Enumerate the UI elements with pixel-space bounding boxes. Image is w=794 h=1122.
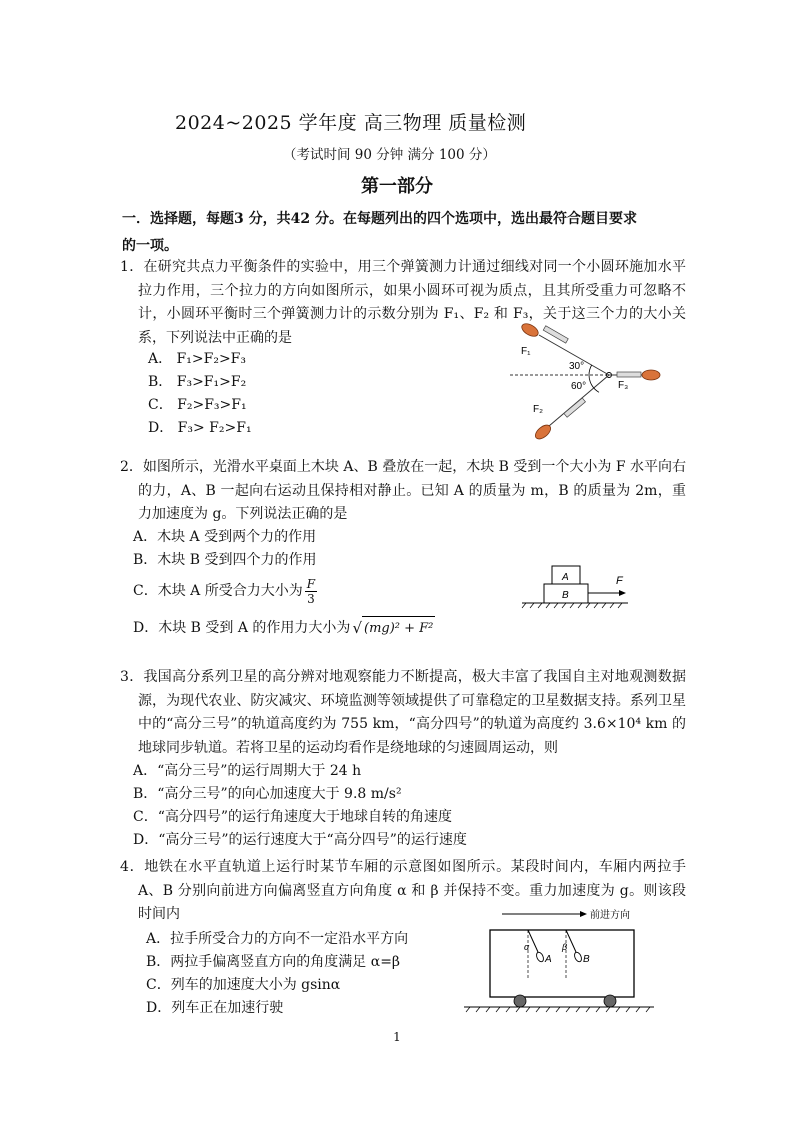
q4-option-a: A．拉手所受合力的方向不一定沿水平方向 (146, 931, 409, 947)
sqrt-radicand: (mg)² + F² (362, 616, 435, 640)
question-3-stem: 3．我国高分系列卫星的高分辨对地观察能力不断提高，极大丰富了我国自主对地观测数据源，为现代农业、防灾减灾、环境监测等领域提供了可靠稳定的卫星数据支持。系列卫星中的“高分三号”的轨道高度约为 755 km，“高分四号”的轨道为高度约 3.6×10⁴ km 的地球同步轨道。若将卫星的运动均看作是绕地球的匀速圆周运动，则 (120, 669, 686, 756)
block-b-label: B (562, 590, 569, 601)
direction-label: 前进方向 (590, 910, 630, 921)
force-f-label: F (616, 575, 623, 587)
q2-block-diagram (518, 560, 633, 612)
force-arrow-icon (619, 590, 626, 596)
q3-option-b: B．“高分三号”的向心加速度大于 9.8 m/s² (133, 786, 402, 802)
q2-fraction (305, 577, 317, 606)
train-carriage (490, 930, 634, 997)
question-4-options (146, 928, 408, 1020)
f1-label: F₁ (521, 346, 531, 357)
question-2-options (133, 526, 435, 640)
beta-label: β (562, 942, 568, 952)
hand-f3-icon (642, 370, 660, 380)
section-heading (122, 206, 682, 260)
angle-30-label: 30° (569, 361, 585, 372)
q2-option-a: A．木块 A 受到两个力的作用 (133, 529, 317, 545)
question-1-options (148, 348, 252, 440)
q1-option-c: C． F₂>F₃>F₁ (148, 397, 247, 413)
q2-option-b: B．木块 B 受到四个力的作用 (133, 552, 317, 568)
q4-option-b: B．两拉手偏离竖直方向的角度满足 α=β (146, 954, 401, 970)
question-4-stem: 4．地铁在水平直轨道上运行时某节车厢的示意图如图所示。某段时间内，车厢内两拉手 A、B 分别向前进方向偏离竖直方向角度 α 和 β 并保持不变。重力加速度为 g。则该段时间内 (120, 859, 686, 922)
handle-a-label: A (545, 954, 552, 965)
fraction-numerator: F (306, 576, 316, 591)
hand-f1-icon (520, 321, 541, 339)
q4-option-d: D．列车正在加速行驶 (146, 1000, 284, 1016)
q2-option-c (133, 572, 435, 610)
fraction-denominator: 3 (307, 591, 315, 606)
section-heading-line1: 一．选择题，每题3 分，共42 分。在每题列出的四个选项中，选出最符合题目要求 (122, 211, 637, 227)
q4-option-c: C．列车的加速度大小为 gsinα (146, 977, 341, 993)
q3-option-d: D．“高分三号”的运行速度大于“高分四号”的运行速度 (133, 832, 467, 848)
q2-option-d (133, 616, 435, 640)
q3-option-a: A．“高分三号”的运行周期大于 24 h (133, 763, 362, 779)
exam-title: 2024~2025 学年度 高三物理 质量检测 (175, 112, 527, 134)
wheel-right-icon (604, 995, 616, 1007)
page-number: 1 (393, 1030, 401, 1044)
q1-option-d: D． F₃> F₂>F₁ (148, 420, 252, 436)
direction-arrow-icon (580, 911, 587, 917)
question-3 (120, 666, 686, 760)
handle-b-label: B (583, 954, 590, 965)
q4-train-diagram (462, 906, 658, 1018)
sqrt-sign: √ (352, 618, 362, 637)
question-3-options (133, 760, 467, 852)
q1-option-a: A． F₁>F₂>F₃ (148, 351, 246, 367)
part-title: 第一部分 (361, 176, 433, 197)
f3-label: F₃ (618, 380, 629, 391)
wheel-left-icon (514, 995, 526, 1007)
q1-option-b: B． F₃>F₁>F₂ (148, 374, 247, 390)
alpha-label: α (524, 942, 530, 952)
question-1-stem: 1．在研究共点力平衡条件的实验中，用三个弹簧测力计通过细线对同一个小圆环施加水平拉力作用，三个拉力的方向如图所示，如果小圆环可视为质点，且其所受重力可忽略不计，小圆环平衡时三个弹簧测力计的示数分别为 F₁、F₂ 和 F₃，关于这三个力的大小关系，下列说法中正确的是 (120, 259, 686, 346)
section-heading-line2: 的一项。 (122, 238, 178, 254)
q2-option-c-text: C．木块 A 所受合力大小为 (133, 582, 303, 599)
block-a-label: A (562, 572, 569, 583)
exam-subtitle: （考试时间 90 分钟 满分 100 分） (283, 147, 496, 163)
q1-force-diagram (505, 318, 675, 446)
question-2-stem: 2．如图所示，光滑水平桌面上木块 A、B 叠放在一起，木块 B 受到一个大小为 F 水平向右的力，A、B 一起向右运动且保持相对静止。已知 A 的质量为 m，B 的质量为 2m，重力加速度为 g。下列说法正确的是 (120, 459, 687, 522)
q2-option-d-text: D．木块 B 受到 A 的作用力大小为 (133, 619, 351, 636)
q3-option-c: C．“高分四号”的运行角速度大于地球自转的角速度 (133, 809, 453, 825)
angle-60-label: 60° (571, 381, 587, 392)
question-2 (120, 456, 686, 527)
f2-label: F₂ (533, 404, 543, 415)
